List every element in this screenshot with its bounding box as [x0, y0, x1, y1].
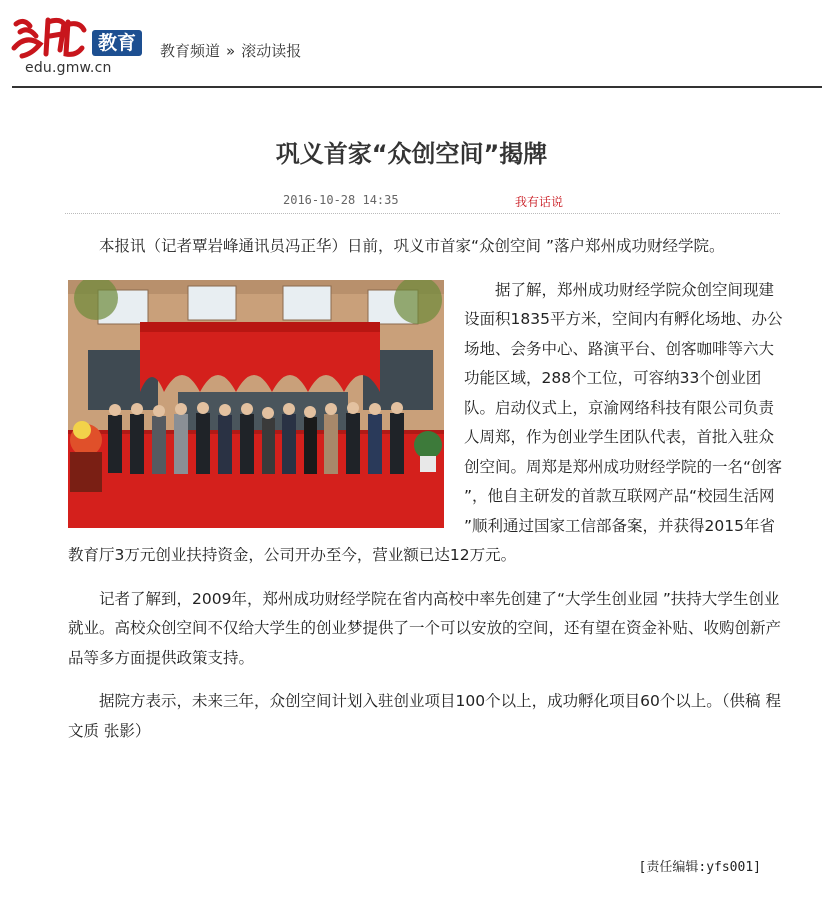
logo-domain[interactable]: edu.gmw.cn: [25, 60, 112, 76]
breadcrumb: [160, 40, 301, 61]
article-paragraph: 本报讯（记者覃岩峰通讯员冯正华）日前，巩义市首家“众创空间 ”落户郑州成功财经学院。: [99, 237, 725, 255]
article-body: [68, 232, 784, 760]
header-divider: [12, 86, 822, 88]
ceremony-photo-image: [68, 280, 444, 528]
meta-divider: [65, 213, 780, 214]
gmw-logo-icon[interactable]: [10, 14, 88, 60]
breadcrumb-separator: »: [226, 42, 236, 60]
ceremony-photo: [68, 280, 444, 528]
article-paragraph: 记者了解到，2009年，郑州成功财经学院在省内高校中率先创建了“大学生创业园 ”扶持大学生创业就业。高校众创空间不仅给大学生的创业梦提供了一个可以安放的空间，还有望在资金补贴、收购创新产品等多方面提供政策支持。: [68, 589, 782, 667]
breadcrumb-item-rolling[interactable]: 滚动读报: [241, 42, 302, 60]
publish-date: 2016-10-28 14:35: [283, 193, 399, 207]
logo-badge[interactable]: 教育: [92, 30, 142, 56]
site-header: [0, 0, 823, 88]
comment-link[interactable]: 我有话说: [515, 195, 564, 209]
breadcrumb-item-channel[interactable]: 教育频道: [160, 42, 221, 60]
article-meta: [0, 193, 823, 211]
article-title: 巩义首家“众创空间”揭牌: [275, 140, 548, 168]
editor-credit: [责任编辑:yfs001]: [638, 860, 761, 875]
article-paragraph: 据院方表示，未来三年，众创空间计划入驻创业项目100个以上，成功孵化项目60个以上。（供稿 程文质 张影）: [68, 692, 781, 740]
article-paragraph: 据了解，郑州成功财经学院众创空间现建设面积1835平方米，空间内有孵化场地、办公场地、会务中心、路演平台、创客咖啡等六大功能区域，288个工位，可容纳33个创业团队。启动仪式上，京渝网络科技有限公司负责人周郑，作为创业学生团队代表，首批入驻众创空间。周郑是郑州成功财经学院的一名“创客 ”，他自主研发的首款互联网产品“校园生活网 ”顺利通过国家工信部备案，并获得2015年省教育厅3万元创业扶持资金，公司开办至今，营业额已达12万元。: [68, 280, 783, 564]
